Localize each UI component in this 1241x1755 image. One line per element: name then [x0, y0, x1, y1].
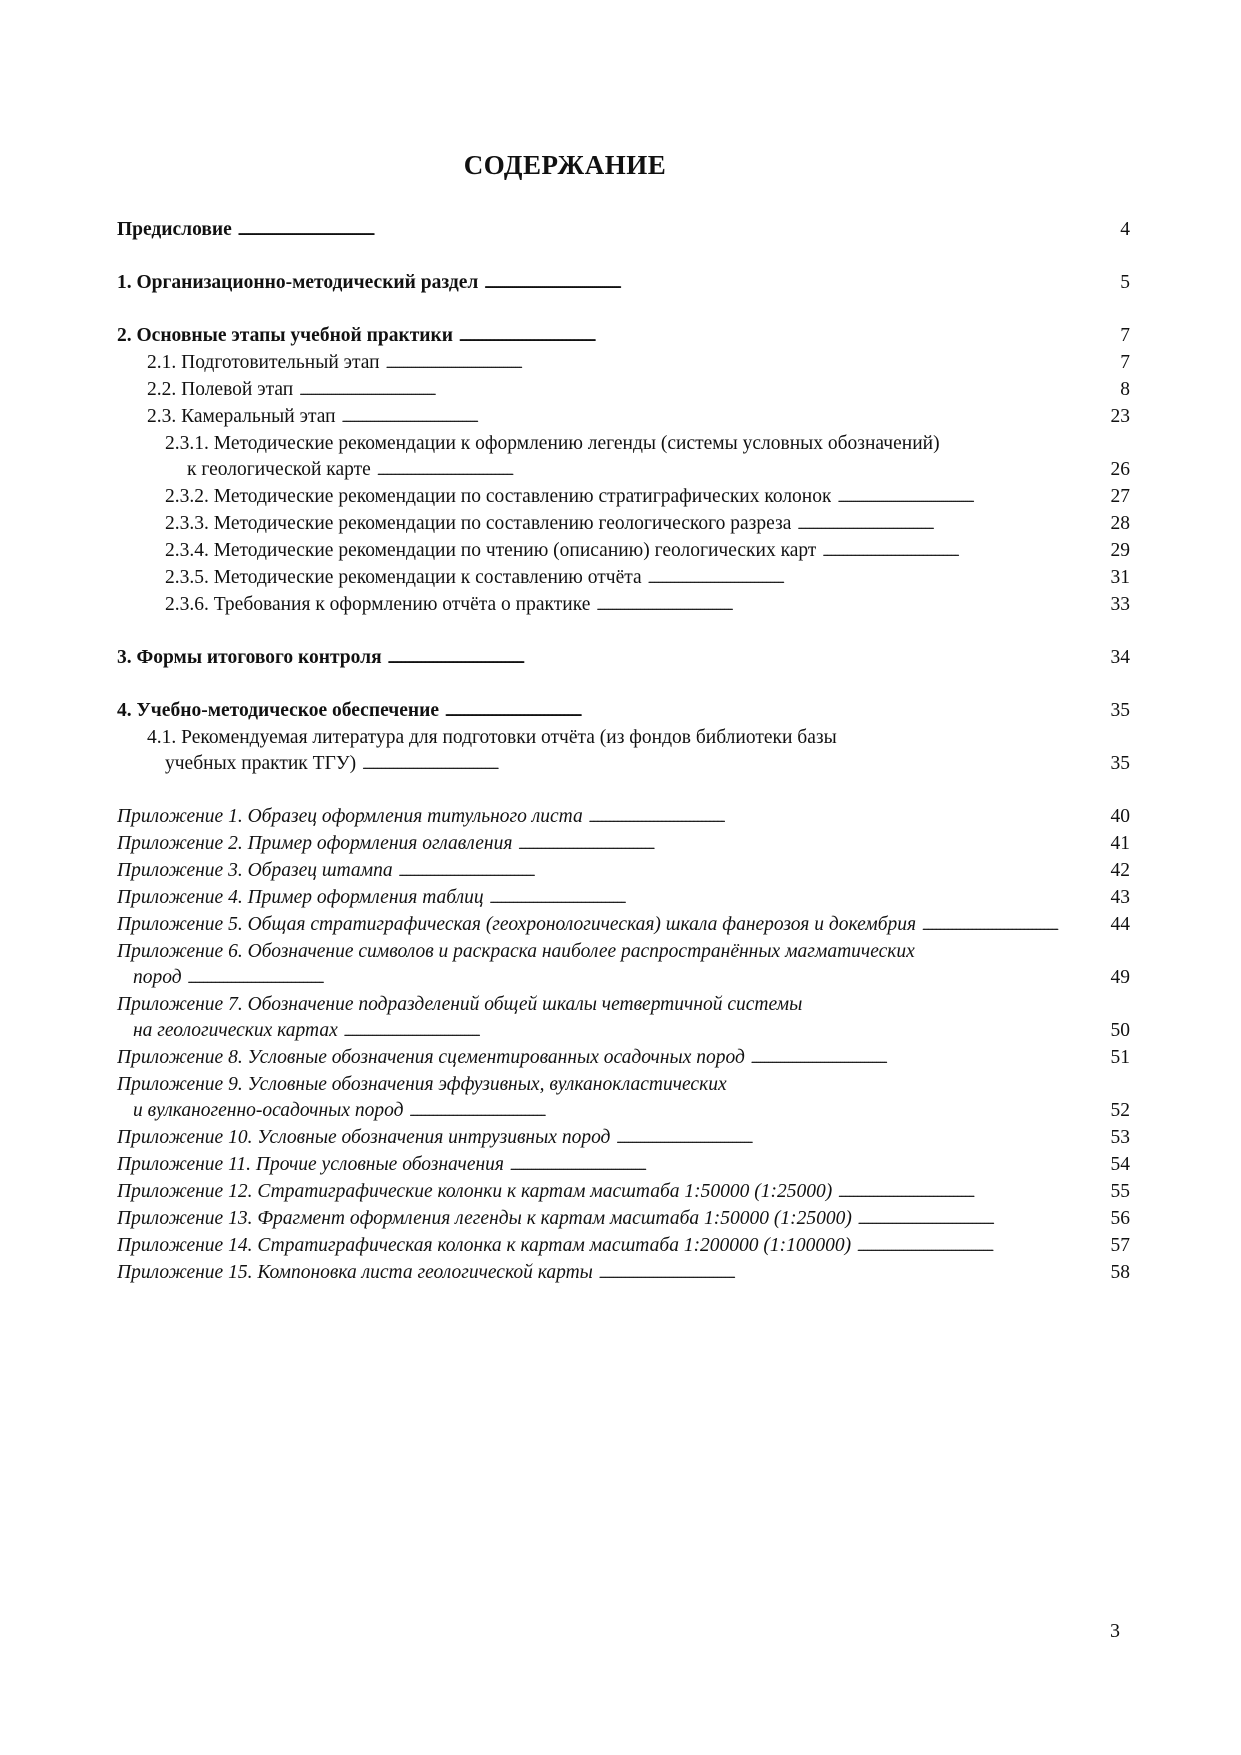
toc-entry-label: к геологической карте: [187, 459, 371, 480]
toc-entry-appendix-9[interactable]: [117, 1098, 1130, 1125]
toc-entry-page: 7: [1120, 352, 1130, 373]
toc-entry-label: на геологических картах: [133, 1020, 338, 1041]
page-number: 3: [1110, 1620, 1120, 1642]
toc-entry-label: Приложение 10. Условные обозначения интрузивных пород: [117, 1127, 611, 1148]
toc-entry-page: 35: [1110, 753, 1130, 774]
toc-entry-label: 2. Основные этапы учебной практики: [117, 325, 454, 346]
toc-entry-preface[interactable]: [117, 217, 1130, 244]
toc-leader-dots: [484, 270, 1084, 297]
toc-entry-appendix-1[interactable]: [117, 804, 1130, 831]
toc-entry-appendix-5[interactable]: [117, 912, 1130, 939]
toc-entry-page: 5: [1120, 272, 1130, 293]
toc-entry-section-1[interactable]: [117, 270, 1130, 297]
toc-entry-page: 56: [1110, 1208, 1130, 1229]
toc-entry-label: Приложение 1. Образец оформления титульного листа: [117, 806, 583, 827]
toc-entry-appendix-11[interactable]: [117, 1152, 1130, 1179]
toc-leader-dots: [648, 565, 1084, 592]
toc-entry-page: 57: [1110, 1235, 1130, 1256]
toc-leader-dots: [797, 511, 1084, 538]
toc-entry-page: 34: [1110, 647, 1130, 668]
toc-entry-label: Приложение 15. Компоновка листа геологической карты: [117, 1262, 593, 1283]
toc-entry-label: 2.1. Подготовительный этап: [147, 352, 380, 373]
toc-entry-section-3[interactable]: [117, 645, 1130, 672]
toc-leader-dots: [342, 404, 1084, 431]
toc-entry-page: 29: [1110, 540, 1130, 561]
toc-entry-section-4-1-line1[interactable]: 4.1. Рекомендуемая литература для подготовки отчёта (из фондов библиотеки базы: [147, 727, 837, 748]
toc-entry-appendix-6-line1[interactable]: Приложение 6. Обозначение символов и раскраска наиболее распространённых магматических: [117, 941, 915, 962]
toc-leader-dots: [344, 1018, 1084, 1045]
table-of-contents: [117, 217, 1130, 1287]
toc-entry-appendix-13[interactable]: [117, 1206, 1130, 1233]
toc-entry-page: 40: [1110, 806, 1130, 827]
toc-entry-page: 23: [1110, 406, 1130, 427]
toc-entry-page: 52: [1110, 1100, 1130, 1121]
toc-leader-dots: [377, 457, 1084, 484]
toc-entry-label: 2.3.6. Требования к оформлению отчёта о практике: [165, 594, 591, 615]
toc-entry-section-2-3-2[interactable]: [117, 484, 1130, 511]
toc-leader-dots: [838, 1179, 1084, 1206]
toc-entry-appendix-10[interactable]: [117, 1125, 1130, 1152]
toc-entry-label: Предисловие: [117, 219, 232, 240]
toc-entry-appendix-8[interactable]: [117, 1045, 1130, 1072]
toc-entry-page: 27: [1110, 486, 1130, 507]
toc-entry-page: 54: [1110, 1154, 1130, 1175]
toc-leader-dots: [599, 1260, 1084, 1287]
toc-entry-label: Приложение 11. Прочие условные обозначения: [117, 1154, 504, 1175]
toc-entry-appendix-2[interactable]: [117, 831, 1130, 858]
toc-entry-section-2-1[interactable]: [117, 350, 1130, 377]
toc-entry-appendix-7-line1[interactable]: Приложение 7. Обозначение подразделений общей шкалы четвертичной системы: [117, 994, 803, 1015]
toc-entry-section-2[interactable]: [117, 323, 1130, 350]
toc-leader-dots: [837, 484, 1084, 511]
toc-leader-dots: [399, 858, 1084, 885]
toc-leader-dots: [589, 804, 1084, 831]
toc-leader-dots: [922, 912, 1084, 939]
toc-entry-page: 42: [1110, 860, 1130, 881]
toc-entry-page: 28: [1110, 513, 1130, 534]
toc-entry-section-2-3-1-line1[interactable]: 2.3.1. Методические рекомендации к оформлению легенды (системы условных обозначений): [165, 433, 940, 454]
toc-entry-label: 2.3.2. Методические рекомендации по составлению стратиграфических колонок: [165, 486, 832, 507]
toc-leader-dots: [188, 965, 1084, 992]
toc-entry-section-2-3-5[interactable]: [117, 565, 1130, 592]
toc-entry-label: Приложение 2. Пример оформления оглавления: [117, 833, 513, 854]
toc-entry-page: 35: [1110, 700, 1130, 721]
toc-leader-dots: [459, 323, 1084, 350]
toc-entry-label: 4. Учебно-методическое обеспечение: [117, 700, 440, 721]
toc-entry-page: 44: [1110, 914, 1130, 935]
toc-entry-page: 43: [1110, 887, 1130, 908]
toc-leader-dots: [238, 217, 1084, 244]
toc-entry-appendix-9-line1[interactable]: Приложение 9. Условные обозначения эффузивных, вулканокластических: [117, 1074, 727, 1095]
toc-entry-label: Приложение 5. Общая стратиграфическая (геохронологическая) шкала фанерозоя и докембрия: [117, 914, 917, 935]
toc-entry-page: 58: [1110, 1262, 1130, 1283]
toc-leader-dots: [616, 1125, 1084, 1152]
toc-entry-label: 2.3. Камеральный этап: [147, 406, 336, 427]
toc-entry-label: 3. Формы итогового контроля: [117, 647, 382, 668]
toc-entry-appendix-6[interactable]: [117, 965, 1130, 992]
toc-entry-appendix-4[interactable]: [117, 885, 1130, 912]
toc-leader-dots: [858, 1206, 1084, 1233]
toc-entry-section-2-3-1[interactable]: [117, 457, 1130, 484]
toc-entry-label: Приложение 12. Стратиграфические колонки к картам масштаба 1:50000 (1:25000): [117, 1181, 833, 1202]
toc-entry-page: 51: [1110, 1047, 1130, 1068]
toc-entry-page: 53: [1110, 1127, 1130, 1148]
toc-entry-label: учебных практик ТГУ): [165, 753, 357, 774]
toc-entry-page: 31: [1110, 567, 1130, 588]
toc-entry-label: 2.3.5. Методические рекомендации к составлению отчёта: [165, 567, 642, 588]
toc-entry-section-4-1[interactable]: [117, 751, 1130, 778]
toc-entry-label: 2.3.3. Методические рекомендации по составлению геологического разреза: [165, 513, 792, 534]
toc-entry-section-2-2[interactable]: [117, 377, 1130, 404]
toc-entry-appendix-12[interactable]: [117, 1179, 1130, 1206]
page-title: СОДЕРЖАНИЕ: [463, 150, 667, 180]
toc-leader-dots: [510, 1152, 1084, 1179]
toc-entry-page: 33: [1110, 594, 1130, 615]
toc-entry-label: пород: [133, 967, 182, 988]
toc-entry-label: Приложение 3. Образец штампа: [117, 860, 393, 881]
toc-entry-appendix-7[interactable]: [117, 1018, 1130, 1045]
toc-leader-dots: [388, 645, 1084, 672]
toc-entry-label: 1. Организационно-методический раздел: [117, 272, 479, 293]
toc-entry-label: 2.3.4. Методические рекомендации по чтению (описанию) геологических карт: [165, 540, 817, 561]
toc-entry-section-2-3-4[interactable]: [117, 538, 1130, 565]
toc-entry-section-4[interactable]: [117, 698, 1130, 725]
toc-entry-page: 41: [1110, 833, 1130, 854]
toc-entry-appendix-15[interactable]: [117, 1260, 1130, 1287]
toc-leader-dots: [518, 831, 1084, 858]
toc-entry-appendix-3[interactable]: [117, 858, 1130, 885]
toc-entry-page: 4: [1120, 219, 1130, 240]
toc-entry-section-2-3[interactable]: [117, 404, 1130, 431]
toc-entry-label: Приложение 4. Пример оформления таблиц: [117, 887, 484, 908]
toc-entry-label: Приложение 8. Условные обозначения сцементированных осадочных пород: [117, 1047, 745, 1068]
toc-entry-section-2-3-3[interactable]: [117, 511, 1130, 538]
toc-entry-appendix-14[interactable]: [117, 1233, 1130, 1260]
toc-entry-label: 2.2. Полевой этап: [147, 379, 294, 400]
toc-entry-label: Приложение 14. Стратиграфическая колонка к картам масштаба 1:200000 (1:100000): [117, 1235, 852, 1256]
toc-leader-dots: [822, 538, 1084, 565]
toc-entry-page: 49: [1110, 967, 1130, 988]
toc-entry-label: Приложение 13. Фрагмент оформления легенды к картам масштаба 1:50000 (1:25000): [117, 1208, 852, 1229]
toc-leader-dots: [857, 1233, 1084, 1260]
toc-entry-page: 26: [1110, 459, 1130, 480]
toc-leader-dots: [386, 350, 1084, 377]
toc-entry-page: 50: [1110, 1020, 1130, 1041]
toc-leader-dots: [490, 885, 1084, 912]
toc-entry-label: и вулканогенно-осадочных пород: [133, 1100, 404, 1121]
toc-leader-dots: [596, 592, 1084, 619]
toc-entry-section-2-3-6[interactable]: [117, 592, 1130, 619]
toc-leader-dots: [299, 377, 1084, 404]
toc-leader-dots: [362, 751, 1084, 778]
toc-entry-page: 55: [1110, 1181, 1130, 1202]
toc-entry-page: 8: [1120, 379, 1130, 400]
toc-entry-page: 7: [1120, 325, 1130, 346]
toc-leader-dots: [445, 698, 1084, 725]
toc-leader-dots: [409, 1098, 1084, 1125]
toc-leader-dots: [751, 1045, 1084, 1072]
